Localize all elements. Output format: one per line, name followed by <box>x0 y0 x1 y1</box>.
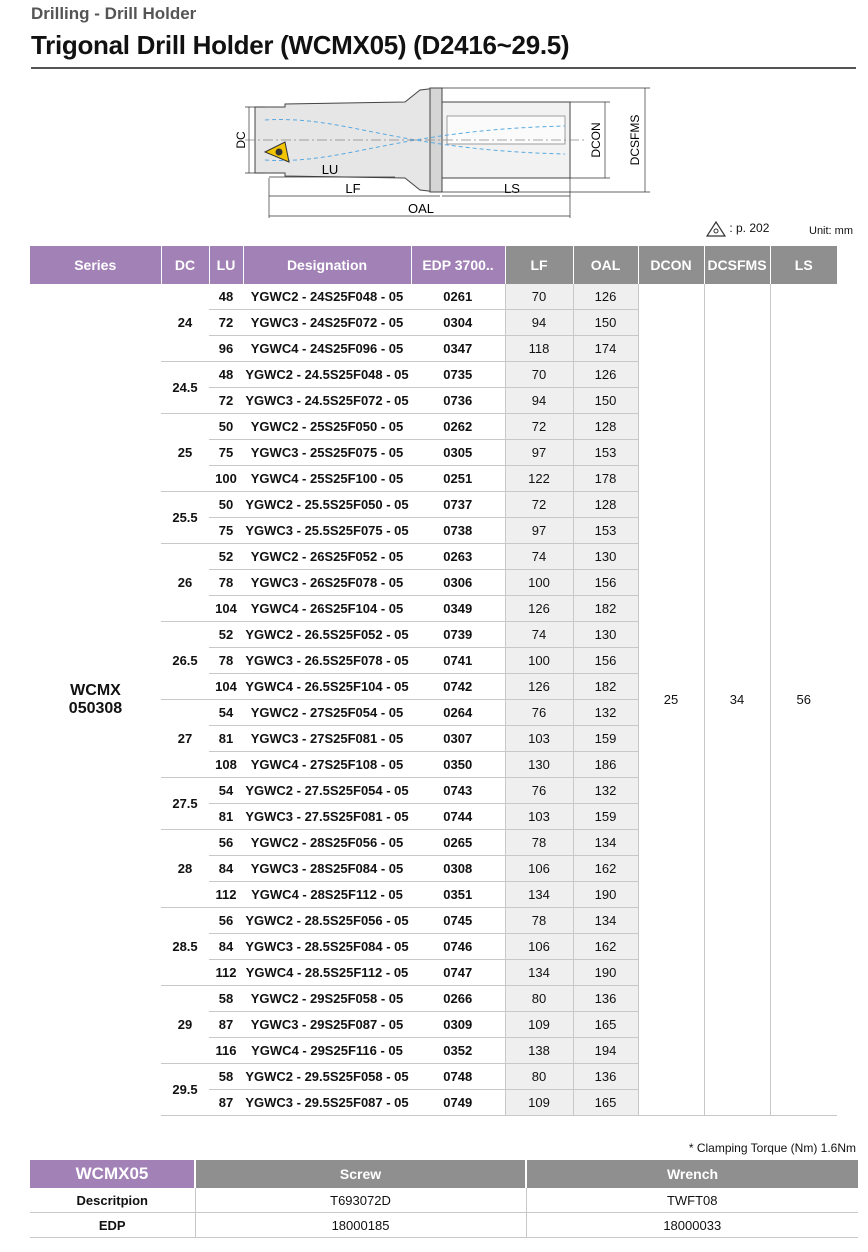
table-body <box>30 284 837 1116</box>
designation-cell: YGWC3 - 24.5S25F072 - 05 <box>243 388 411 414</box>
designation-cell: YGWC2 - 28S25F056 - 05 <box>243 830 411 856</box>
dim-dc: DC <box>234 131 248 149</box>
oal-cell: 153 <box>573 440 638 466</box>
col-edp <box>411 246 505 284</box>
dcon-cell: 25 <box>638 284 704 1116</box>
dim-dcon: DCON <box>589 122 603 158</box>
oal-cell: 165 <box>573 1012 638 1038</box>
lf-cell: 126 <box>505 674 573 700</box>
lu-cell: 52 <box>209 544 243 570</box>
designation-cell: YGWC2 - 25S25F050 - 05 <box>243 414 411 440</box>
oal-cell: 126 <box>573 362 638 388</box>
lu-cell: 48 <box>209 284 243 310</box>
col-edp-line2: 3700.. <box>454 257 494 273</box>
lf-cell: 122 <box>505 466 573 492</box>
designation-cell: YGWC3 - 29S25F087 - 05 <box>243 1012 411 1038</box>
lf-cell: 74 <box>505 622 573 648</box>
edp-cell: 0350 <box>411 752 505 778</box>
oal-cell: 162 <box>573 934 638 960</box>
oal-cell: 128 <box>573 414 638 440</box>
insert-reference-icon <box>706 221 726 237</box>
lu-cell: 112 <box>209 882 243 908</box>
dim-lf: LF <box>345 181 361 196</box>
edp-cell: 0744 <box>411 804 505 830</box>
lf-cell: 70 <box>505 362 573 388</box>
lu-cell: 78 <box>209 570 243 596</box>
edp-cell: 0735 <box>411 362 505 388</box>
dc-cell: 26.5 <box>161 622 209 700</box>
edp-cell: 0347 <box>411 336 505 362</box>
acc-desc-label: Descritpion <box>30 1188 195 1213</box>
category-label: Drilling - Drill Holder <box>31 4 197 23</box>
designation-cell: YGWC2 - 27.5S25F054 - 05 <box>243 778 411 804</box>
edp-cell: 0265 <box>411 830 505 856</box>
oal-cell: 178 <box>573 466 638 492</box>
acc-title: WCMX05 <box>30 1160 195 1188</box>
designation-cell: YGWC4 - 24S25F096 - 05 <box>243 336 411 362</box>
lu-cell: 58 <box>209 986 243 1012</box>
oal-cell: 156 <box>573 648 638 674</box>
oal-cell: 132 <box>573 778 638 804</box>
series-line1: WCMX <box>70 681 121 699</box>
lu-cell: 72 <box>209 310 243 336</box>
lu-cell: 96 <box>209 336 243 362</box>
edp-cell: 0261 <box>411 284 505 310</box>
designation-cell: YGWC3 - 25S25F075 - 05 <box>243 440 411 466</box>
edp-cell: 0306 <box>411 570 505 596</box>
oal-cell: 190 <box>573 960 638 986</box>
page-reference-text: : p. 202 <box>729 221 770 236</box>
designation-cell: YGWC2 - 28.5S25F056 - 05 <box>243 908 411 934</box>
designation-cell: YGWC3 - 24S25F072 - 05 <box>243 310 411 336</box>
oal-cell: 130 <box>573 544 638 570</box>
lf-cell: 76 <box>505 778 573 804</box>
oal-cell: 165 <box>573 1090 638 1116</box>
dc-cell: 24 <box>161 284 209 362</box>
edp-cell: 0748 <box>411 1064 505 1090</box>
lu-cell: 108 <box>209 752 243 778</box>
lf-cell: 118 <box>505 336 573 362</box>
col-designation: Designation <box>243 246 411 284</box>
lf-cell: 100 <box>505 648 573 674</box>
lf-cell: 109 <box>505 1090 573 1116</box>
lf-cell: 100 <box>505 570 573 596</box>
lu-cell: 84 <box>209 856 243 882</box>
designation-cell: YGWC2 - 25.5S25F050 - 05 <box>243 492 411 518</box>
accessory-table <box>30 1160 858 1238</box>
acc-col-wrench: Wrench <box>526 1160 858 1188</box>
dc-cell: 27.5 <box>161 778 209 830</box>
screw-edp: 18000185 <box>195 1213 526 1238</box>
edp-cell: 0263 <box>411 544 505 570</box>
edp-cell: 0264 <box>411 700 505 726</box>
lf-cell: 106 <box>505 934 573 960</box>
col-lu: LU <box>209 246 243 284</box>
wrench-edp: 18000033 <box>526 1213 858 1238</box>
lf-cell: 126 <box>505 596 573 622</box>
edp-cell: 0262 <box>411 414 505 440</box>
oal-cell: 150 <box>573 310 638 336</box>
edp-cell: 0738 <box>411 518 505 544</box>
dim-lu: LU <box>321 162 339 177</box>
oal-cell: 190 <box>573 882 638 908</box>
designation-cell: YGWC3 - 26.5S25F078 - 05 <box>243 648 411 674</box>
acc-row-description <box>30 1188 858 1213</box>
oal-cell: 136 <box>573 986 638 1012</box>
lu-cell: 52 <box>209 622 243 648</box>
torque-note: * Clamping Torque (Nm) 1.6Nm <box>688 1141 856 1155</box>
edp-cell: 0737 <box>411 492 505 518</box>
dc-cell: 28 <box>161 830 209 908</box>
lu-cell: 81 <box>209 804 243 830</box>
lf-cell: 97 <box>505 518 573 544</box>
lu-cell: 87 <box>209 1090 243 1116</box>
lf-cell: 106 <box>505 856 573 882</box>
designation-cell: YGWC2 - 26.5S25F052 - 05 <box>243 622 411 648</box>
designation-cell: YGWC4 - 28S25F112 - 05 <box>243 882 411 908</box>
lu-cell: 75 <box>209 518 243 544</box>
lf-cell: 80 <box>505 986 573 1012</box>
col-dcon: DCON <box>638 246 704 284</box>
lf-cell: 94 <box>505 310 573 336</box>
designation-cell: YGWC2 - 24.5S25F048 - 05 <box>243 362 411 388</box>
oal-cell: 150 <box>573 388 638 414</box>
acc-col-screw: Screw <box>195 1160 526 1188</box>
col-edp-line1: EDP <box>422 257 451 273</box>
designation-cell: YGWC4 - 29S25F116 - 05 <box>243 1038 411 1064</box>
acc-row-edp <box>30 1213 858 1238</box>
edp-cell: 0305 <box>411 440 505 466</box>
designation-cell: YGWC4 - 27S25F108 - 05 <box>243 752 411 778</box>
edp-cell: 0349 <box>411 596 505 622</box>
lf-cell: 78 <box>505 830 573 856</box>
edp-cell: 0745 <box>411 908 505 934</box>
dc-cell: 25.5 <box>161 492 209 544</box>
oal-cell: 156 <box>573 570 638 596</box>
dim-ls: LS <box>504 181 520 196</box>
edp-cell: 0739 <box>411 622 505 648</box>
lu-cell: 104 <box>209 674 243 700</box>
lu-cell: 56 <box>209 908 243 934</box>
edp-cell: 0251 <box>411 466 505 492</box>
series-line2: 050308 <box>68 699 123 717</box>
title-divider <box>31 67 856 69</box>
designation-cell: YGWC3 - 28.5S25F084 - 05 <box>243 934 411 960</box>
oal-cell: 136 <box>573 1064 638 1090</box>
col-lf: LF <box>505 246 573 284</box>
oal-cell: 153 <box>573 518 638 544</box>
designation-cell: YGWC4 - 25S25F100 - 05 <box>243 466 411 492</box>
edp-cell: 0352 <box>411 1038 505 1064</box>
dim-oal: OAL <box>407 201 435 216</box>
page-title: Trigonal Drill Holder (WCMX05) (D2416~29.5) <box>31 30 570 60</box>
col-series: Series <box>30 246 161 284</box>
dc-cell: 29.5 <box>161 1064 209 1116</box>
ls-cell: 56 <box>770 284 837 1116</box>
lu-cell: 56 <box>209 830 243 856</box>
designation-cell: YGWC3 - 25.5S25F075 - 05 <box>243 518 411 544</box>
edp-cell: 0736 <box>411 388 505 414</box>
acc-edp-label: EDP <box>30 1213 195 1238</box>
designation-cell: YGWC2 - 27S25F054 - 05 <box>243 700 411 726</box>
series-cell <box>30 284 161 1116</box>
designation-cell: YGWC3 - 29.5S25F087 - 05 <box>243 1090 411 1116</box>
lf-cell: 97 <box>505 440 573 466</box>
oal-cell: 194 <box>573 1038 638 1064</box>
dc-cell: 28.5 <box>161 908 209 986</box>
edp-cell: 0747 <box>411 960 505 986</box>
oal-cell: 186 <box>573 752 638 778</box>
dim-dcsfms: DCSFMS <box>628 114 642 166</box>
edp-cell: 0742 <box>411 674 505 700</box>
designation-cell: YGWC4 - 28.5S25F112 - 05 <box>243 960 411 986</box>
lu-cell: 50 <box>209 492 243 518</box>
edp-cell: 0266 <box>411 986 505 1012</box>
dc-cell: 25 <box>161 414 209 492</box>
designation-cell: YGWC3 - 27S25F081 - 05 <box>243 726 411 752</box>
lf-cell: 78 <box>505 908 573 934</box>
lf-cell: 72 <box>505 492 573 518</box>
lu-cell: 100 <box>209 466 243 492</box>
oal-cell: 134 <box>573 830 638 856</box>
screw-desc: T693072D <box>195 1188 526 1213</box>
lf-cell: 74 <box>505 544 573 570</box>
lu-cell: 78 <box>209 648 243 674</box>
designation-cell: YGWC4 - 26S25F104 - 05 <box>243 596 411 622</box>
designation-cell: YGWC3 - 28S25F084 - 05 <box>243 856 411 882</box>
lf-cell: 109 <box>505 1012 573 1038</box>
product-table <box>30 246 837 1116</box>
lf-cell: 76 <box>505 700 573 726</box>
edp-cell: 0307 <box>411 726 505 752</box>
designation-cell: YGWC4 - 26.5S25F104 - 05 <box>243 674 411 700</box>
lf-cell: 138 <box>505 1038 573 1064</box>
edp-cell: 0743 <box>411 778 505 804</box>
dc-cell: 24.5 <box>161 362 209 414</box>
lu-cell: 75 <box>209 440 243 466</box>
col-dcsfms: DCSFMS <box>704 246 770 284</box>
lu-cell: 54 <box>209 700 243 726</box>
lu-cell: 58 <box>209 1064 243 1090</box>
lu-cell: 54 <box>209 778 243 804</box>
lu-cell: 112 <box>209 960 243 986</box>
lf-cell: 103 <box>505 804 573 830</box>
oal-cell: 134 <box>573 908 638 934</box>
oal-cell: 182 <box>573 674 638 700</box>
lf-cell: 103 <box>505 726 573 752</box>
lu-cell: 87 <box>209 1012 243 1038</box>
oal-cell: 174 <box>573 336 638 362</box>
designation-cell: YGWC3 - 27.5S25F081 - 05 <box>243 804 411 830</box>
drill-holder-diagram <box>225 80 655 220</box>
lu-cell: 48 <box>209 362 243 388</box>
designation-cell: YGWC3 - 26S25F078 - 05 <box>243 570 411 596</box>
oal-cell: 182 <box>573 596 638 622</box>
lu-cell: 116 <box>209 1038 243 1064</box>
lu-cell: 84 <box>209 934 243 960</box>
lf-cell: 70 <box>505 284 573 310</box>
dc-cell: 29 <box>161 986 209 1064</box>
lu-cell: 50 <box>209 414 243 440</box>
oal-cell: 132 <box>573 700 638 726</box>
oal-cell: 159 <box>573 726 638 752</box>
lf-cell: 94 <box>505 388 573 414</box>
dcsfms-cell: 34 <box>704 284 770 1116</box>
edp-cell: 0749 <box>411 1090 505 1116</box>
designation-cell: YGWC2 - 29S25F058 - 05 <box>243 986 411 1012</box>
lu-cell: 81 <box>209 726 243 752</box>
unit-label: Unit: mm <box>809 225 853 237</box>
edp-cell: 0351 <box>411 882 505 908</box>
dc-cell: 26 <box>161 544 209 622</box>
lf-cell: 80 <box>505 1064 573 1090</box>
oal-cell: 159 <box>573 804 638 830</box>
lf-cell: 134 <box>505 882 573 908</box>
lf-cell: 130 <box>505 752 573 778</box>
page-reference[interactable] <box>706 221 769 237</box>
edp-cell: 0304 <box>411 310 505 336</box>
col-oal: OAL <box>573 246 638 284</box>
designation-cell: YGWC2 - 24S25F048 - 05 <box>243 284 411 310</box>
edp-cell: 0746 <box>411 934 505 960</box>
oal-cell: 126 <box>573 284 638 310</box>
lf-cell: 72 <box>505 414 573 440</box>
table-row <box>30 284 837 310</box>
designation-cell: YGWC2 - 26S25F052 - 05 <box>243 544 411 570</box>
designation-cell: YGWC2 - 29.5S25F058 - 05 <box>243 1064 411 1090</box>
wrench-desc: TWFT08 <box>526 1188 858 1213</box>
oal-cell: 162 <box>573 856 638 882</box>
col-dc: DC <box>161 246 209 284</box>
dc-cell: 27 <box>161 700 209 778</box>
lu-cell: 104 <box>209 596 243 622</box>
edp-cell: 0308 <box>411 856 505 882</box>
lf-cell: 134 <box>505 960 573 986</box>
lu-cell: 72 <box>209 388 243 414</box>
edp-cell: 0309 <box>411 1012 505 1038</box>
oal-cell: 128 <box>573 492 638 518</box>
col-ls: LS <box>770 246 837 284</box>
oal-cell: 130 <box>573 622 638 648</box>
edp-cell: 0741 <box>411 648 505 674</box>
